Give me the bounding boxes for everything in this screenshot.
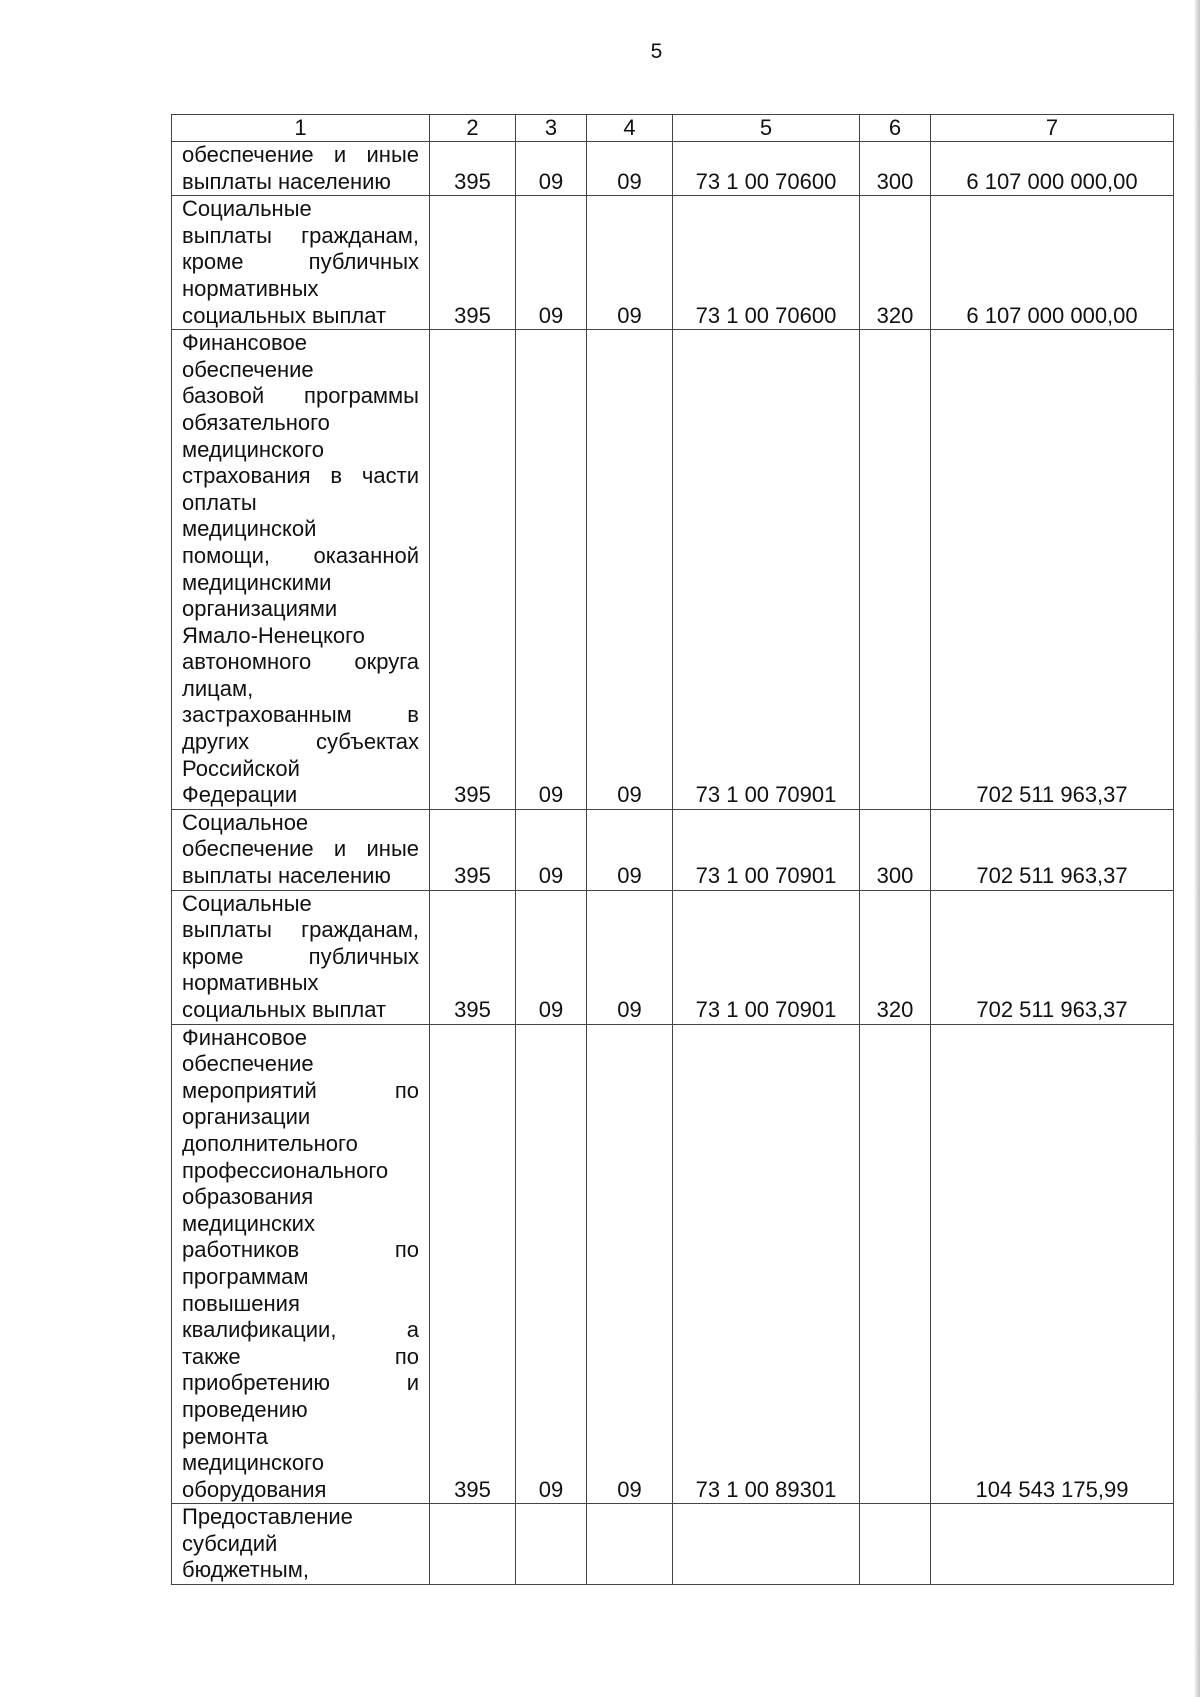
table-row (172, 1504, 1174, 1585)
cell-col-7: 104 543 175,99 (931, 1024, 1174, 1504)
row-name-line: оборудования (182, 1476, 327, 1502)
row-name-line: ремонта (182, 1423, 269, 1449)
row-name-line: социальных выплат (182, 302, 387, 328)
row-name-line: социальных выплат (182, 997, 387, 1022)
row-name-line: Финансовое (182, 330, 307, 356)
row-name-line: оплаты (182, 489, 257, 515)
cell-col-5: 73 1 00 89301 (673, 1024, 860, 1504)
row-name-line: выплаты гражданам, (182, 222, 419, 248)
row-name-line: обеспечение и иные (182, 836, 419, 862)
row-name-line: профессионального (182, 1157, 389, 1183)
row-name-line: квалификации, а (182, 1317, 419, 1343)
row-name-line: лицам, (182, 675, 254, 701)
row-name-line: автономного округа (182, 649, 419, 675)
row-name-line: других субъектах (182, 729, 419, 755)
row-name-line: нормативных (182, 275, 319, 301)
column-header-7: 7 (931, 115, 1174, 142)
cell-col-5 (673, 1504, 860, 1585)
cell-col-4: 09 (587, 809, 673, 890)
cell-col-5: 73 1 00 70600 (673, 196, 860, 330)
row-name-line: выплаты гражданам, (182, 917, 419, 943)
row-name-line: образования (182, 1184, 314, 1210)
column-header-5: 5 (673, 115, 860, 142)
row-name-line: приобретению и (182, 1370, 419, 1396)
table-header-row (172, 115, 1174, 142)
table-row (172, 1024, 1174, 1504)
row-name-cell (172, 330, 430, 810)
row-name-line: субсидий (182, 1530, 278, 1556)
cell-col-6 (860, 1024, 931, 1504)
row-name-line: Социальное (182, 809, 309, 835)
cell-col-6 (860, 330, 931, 810)
cell-col-3: 09 (516, 142, 587, 196)
row-name-cell (172, 196, 430, 330)
row-name-line: нормативных (182, 970, 319, 996)
row-name-line: выплаты населению (182, 168, 391, 194)
row-name-line: базовой программы (182, 383, 419, 409)
row-name-line: Предоставление (182, 1504, 353, 1530)
cell-col-6: 320 (860, 890, 931, 1024)
table-row (172, 330, 1174, 810)
row-name-line: медицинскими (182, 569, 332, 595)
cell-col-4 (587, 1504, 673, 1585)
page-edge-shadow (1194, 0, 1200, 1697)
cell-col-2: 395 (430, 1024, 516, 1504)
table-row (172, 890, 1174, 1024)
table-row (172, 196, 1174, 330)
cell-col-6: 320 (860, 196, 931, 330)
row-name-line: организациями (182, 596, 338, 622)
cell-col-5: 73 1 00 70600 (673, 142, 860, 196)
row-name-line: проведению (182, 1396, 308, 1422)
cell-col-2: 395 (430, 196, 516, 330)
cell-col-6 (860, 1504, 931, 1585)
cell-col-7: 702 511 963,37 (931, 890, 1174, 1024)
row-name-line: обеспечение (182, 1051, 314, 1077)
column-header-6: 6 (860, 115, 931, 142)
table-row (172, 809, 1174, 890)
cell-col-2 (430, 1504, 516, 1585)
row-name-line: работников по (182, 1237, 419, 1263)
row-name-line: медицинской (182, 516, 317, 542)
row-name-line: страхования в части (182, 463, 419, 489)
budget-table (171, 114, 1174, 1585)
row-name-line: дополнительного (182, 1130, 358, 1156)
row-name-line: Российской (182, 755, 300, 781)
row-name-line: организации (182, 1104, 311, 1130)
row-name-line: Ямало-Ненецкого (182, 622, 365, 648)
row-name-line: бюджетным, (182, 1557, 309, 1583)
row-name-line: кроме публичных (182, 249, 419, 275)
row-name-line: обеспечение и иные (182, 142, 419, 167)
row-name-cell (172, 1504, 430, 1585)
row-name-line: Социальные (182, 890, 312, 916)
row-name-line: медицинского (182, 436, 324, 462)
cell-col-2: 395 (430, 809, 516, 890)
row-name-line: выплаты населению (182, 863, 391, 889)
column-header-3: 3 (516, 115, 587, 142)
cell-col-5: 73 1 00 70901 (673, 809, 860, 890)
row-name-line: Социальные (182, 196, 312, 222)
row-name-cell (172, 890, 430, 1024)
cell-col-2: 395 (430, 890, 516, 1024)
cell-col-3 (516, 1504, 587, 1585)
row-name-line: Федерации (182, 782, 298, 808)
cell-col-4: 09 (587, 890, 673, 1024)
cell-col-4: 09 (587, 330, 673, 810)
cell-col-3: 09 (516, 330, 587, 810)
row-name-line: медицинских (182, 1210, 315, 1236)
cell-col-4: 09 (587, 196, 673, 330)
cell-col-6: 300 (860, 142, 931, 196)
cell-col-5: 73 1 00 70901 (673, 890, 860, 1024)
cell-col-2: 395 (430, 330, 516, 810)
cell-col-3: 09 (516, 196, 587, 330)
column-header-4: 4 (587, 115, 673, 142)
cell-col-4: 09 (587, 1024, 673, 1504)
cell-col-3: 09 (516, 1024, 587, 1504)
row-name-line: медицинского (182, 1450, 324, 1476)
cell-col-7: 702 511 963,37 (931, 330, 1174, 810)
row-name-line: программам (182, 1263, 309, 1289)
cell-col-6: 300 (860, 809, 931, 890)
cell-col-2: 395 (430, 142, 516, 196)
table-row (172, 142, 1174, 196)
cell-col-4: 09 (587, 142, 673, 196)
row-name-line: обязательного (182, 409, 330, 435)
row-name-line: повышения (182, 1290, 300, 1316)
row-name-line: мероприятий по (182, 1077, 419, 1103)
row-name-cell (172, 142, 430, 196)
cell-col-7 (931, 1504, 1174, 1585)
page-number: 5 (650, 40, 663, 63)
cell-col-7: 6 107 000 000,00 (931, 196, 1174, 330)
row-name-line: обеспечение (182, 356, 314, 382)
row-name-line: Финансовое (182, 1024, 307, 1050)
cell-col-7: 6 107 000 000,00 (931, 142, 1174, 196)
row-name-line: помощи, оказанной (182, 542, 419, 568)
row-name-cell (172, 1024, 430, 1504)
column-header-2: 2 (430, 115, 516, 142)
row-name-cell (172, 809, 430, 890)
cell-col-7: 702 511 963,37 (931, 809, 1174, 890)
cell-col-3: 09 (516, 890, 587, 1024)
column-header-1: 1 (172, 115, 430, 142)
row-name-line: застрахованным в (182, 702, 419, 728)
row-name-line: также по (182, 1343, 419, 1369)
cell-col-3: 09 (516, 809, 587, 890)
row-name-line: кроме публичных (182, 943, 419, 969)
cell-col-5: 73 1 00 70901 (673, 330, 860, 810)
